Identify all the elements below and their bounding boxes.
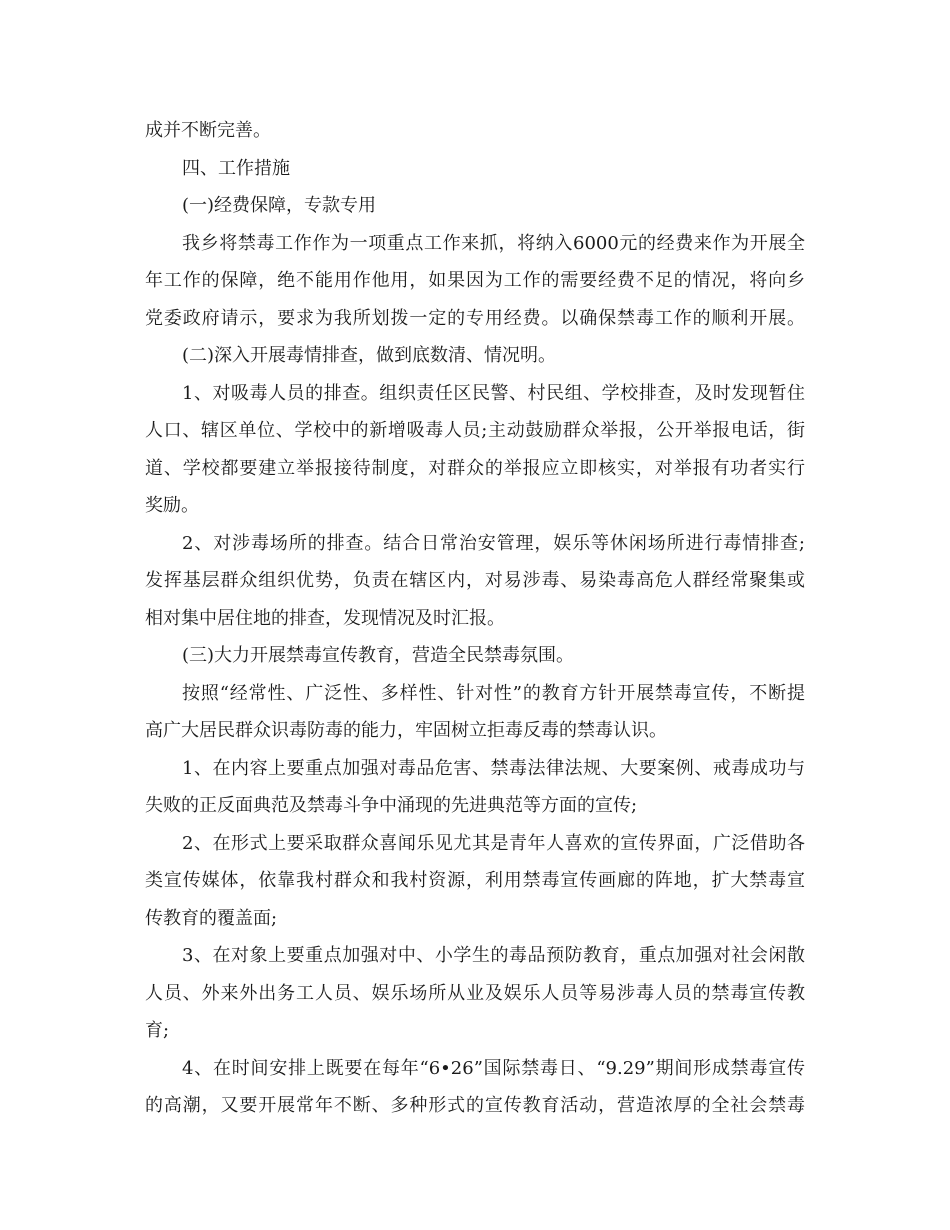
paragraph-line: 奖励。 xyxy=(145,495,199,516)
paragraph-line: 2、对涉毒场所的排查。结合日常治安管理，娱乐等休闲场所进行毒情排查; xyxy=(182,532,805,554)
paragraph-line: 1、在内容上要重点加强对毒品危害、禁毒法律法规、大要案例、戒毒成功与 xyxy=(182,757,805,779)
paragraph-line: 传教育的覆盖面; xyxy=(145,907,278,929)
paragraph-line: 育; xyxy=(145,1020,170,1041)
paragraph-line: 类宣传媒体，依靠我村群众和我村资源，利用禁毒宣传画廊的阵地，扩大禁毒宣 xyxy=(145,870,805,891)
paragraph-line: 的高潮，又要开展常年不断、多种形式的宣传教育活动，营造浓厚的全社会禁毒 xyxy=(145,1095,805,1116)
paragraph-line: 1、对吸毒人员的排查。组织责任区民警、村民组、学校排查，及时发现暂住 xyxy=(182,382,805,404)
paragraph-line: 年工作的保障，绝不能用作他用，如果因为工作的需要经费不足的情况，将向乡 xyxy=(145,270,805,291)
paragraph-line: 道、学校都要建立举报接待制度，对群众的举报应立即核实，对举报有功者实行 xyxy=(145,457,805,479)
document-body xyxy=(145,112,805,1125)
paragraph-line: 按照“经常性、广泛性、多样性、针对性”的教育方针开展禁毒宣传，不断提 xyxy=(182,682,805,704)
paragraph-line: 2、在形式上要采取群众喜闻乐见尤其是青年人喜欢的宣传界面，广泛借助各 xyxy=(182,832,805,854)
paragraph-line: 成并不断完善。 xyxy=(145,120,271,141)
paragraph-line: 失败的正反面典范及禁毒斗争中涌现的先进典范等方面的宣传; xyxy=(145,795,638,816)
subsection-heading: (三)大力开展禁毒宣传教育，营造全民禁毒氛围。 xyxy=(182,645,575,666)
paragraph-line: 高广大居民群众识毒防毒的能力，牢固树立拒毒反毒的禁毒认识。 xyxy=(145,720,667,741)
paragraph-line: 3、在对象上要重点加强对中、小学生的毒品预防教育，重点加强对社会闲散 xyxy=(182,945,805,966)
paragraph-line: 相对集中居住地的排查，发现情况及时汇报。 xyxy=(145,607,505,629)
subsection-heading: (一)经费保障，专款专用 xyxy=(182,195,377,216)
paragraph-line: 人员、外来外出务工人员、娱乐场所从业及娱乐人员等易涉毒人员的禁毒宣传教 xyxy=(145,982,805,1004)
section-heading: 四、工作措施 xyxy=(182,157,290,179)
paragraph-line: 发挥基层群众组织优势，负责在辖区内，对易涉毒、易染毒高危人群经常聚集或 xyxy=(145,570,805,591)
paragraph-line: 我乡将禁毒工作作为一项重点工作来抓，将纳入6000元的经费来作为开展全 xyxy=(182,232,805,254)
subsection-heading: (二)深入开展毒情排查，做到底数清、情况明。 xyxy=(182,345,557,366)
paragraph-line: 党委政府请示，要求为我所划拨一定的专用经费。以确保禁毒工作的顺利开展。 xyxy=(145,307,805,329)
paragraph-line: 4、在时间安排上既要在每年“6•26”国际禁毒日、“9.29”期间形成禁毒宣传 xyxy=(182,1057,805,1079)
paragraph-line: 人口、辖区单位、学校中的新增吸毒人员;主动鼓励群众举报，公开举报电话，街 xyxy=(145,420,805,441)
